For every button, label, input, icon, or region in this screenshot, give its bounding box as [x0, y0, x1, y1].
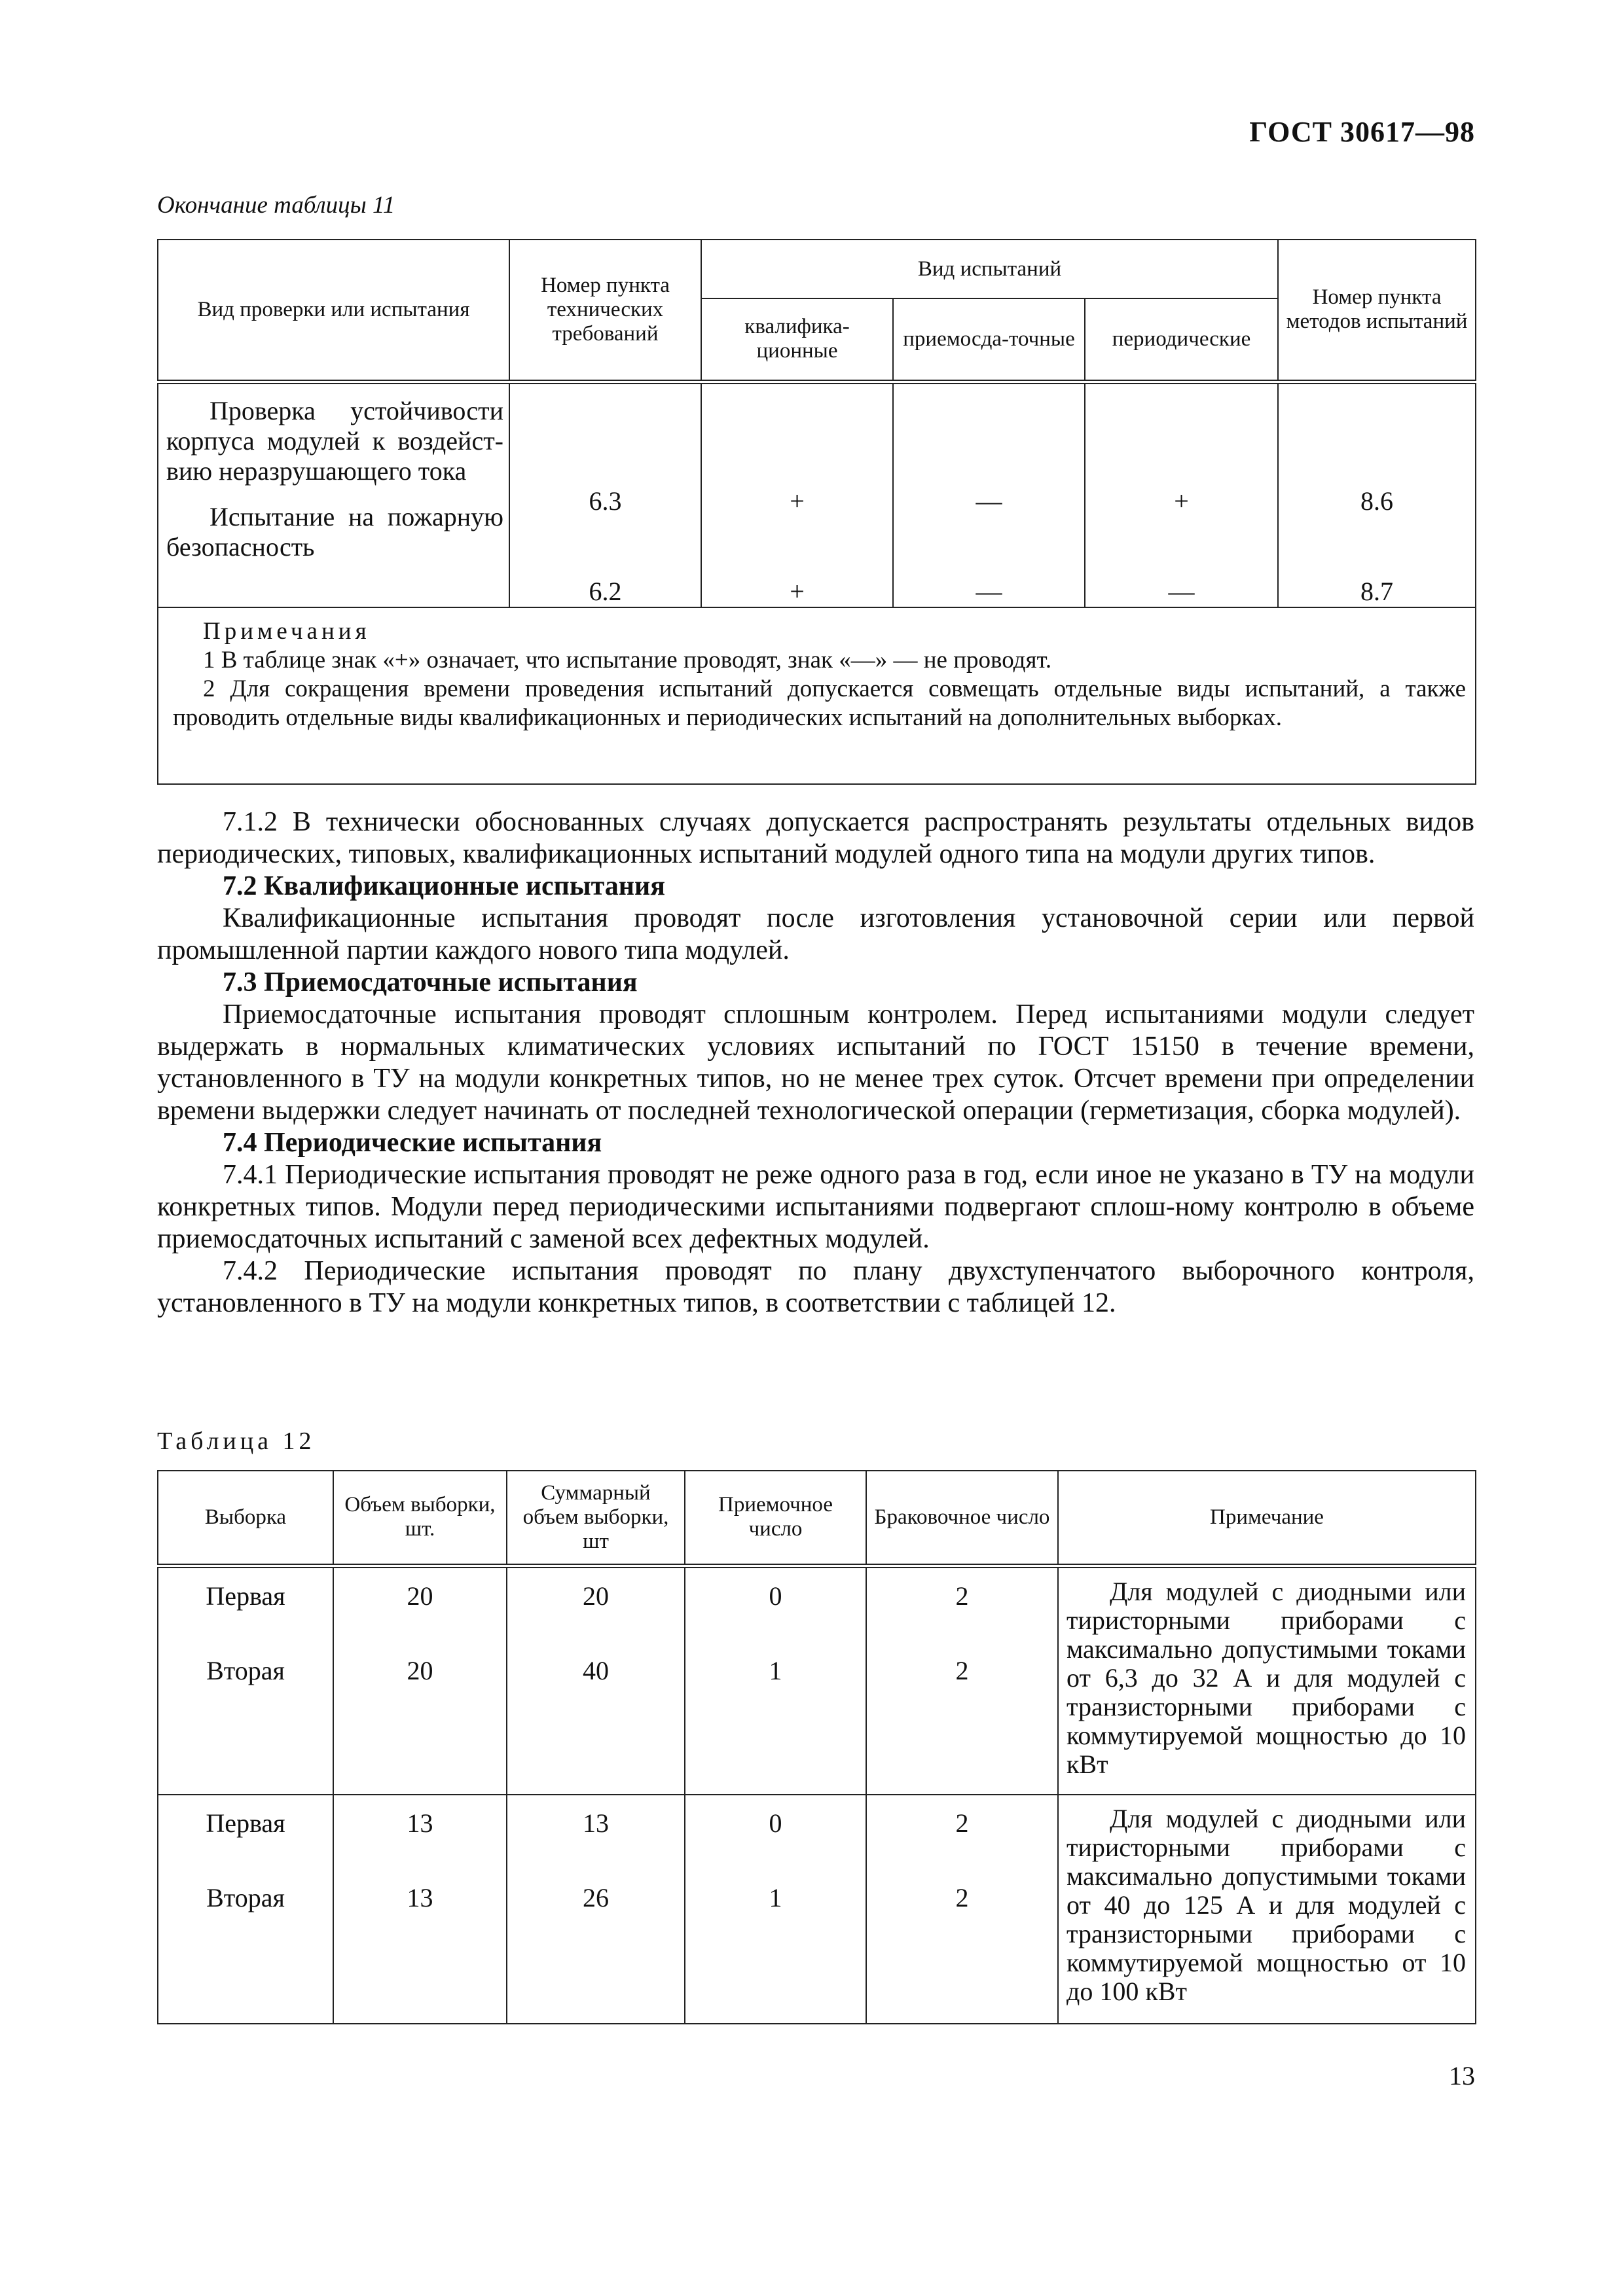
- t12-g2-note: Для модулей с диодными или тиристорными приборами с максимально допустимыми токами от 40 до 125 А и для модулей с транзисторными приборами с коммутируемой мощностью от 10 до 100 кВт: [1058, 1795, 1476, 2024]
- t11-header-method-item: Номер пункта методов испытаний: [1278, 240, 1476, 382]
- paragraph-7-2: Квалификационные испытания проводят после изготовления установочной серии или первой промышленной партии каждого нового типа модулей.: [157, 903, 1474, 965]
- table-12: [157, 1470, 1476, 2024]
- t12-g2-r2-reject: 2: [955, 1883, 969, 1912]
- t12-g1-note: Для модулей с диодными или тиристорными приборами с максимально допустимыми токами от 6,3 до 32 А и для модулей с транзисторными приборами с коммутируемой мощностью до 10 кВт: [1058, 1566, 1476, 1795]
- t12-g2-r1-size: 13: [407, 1808, 433, 1838]
- t12-g1-r1-reject: 2: [955, 1581, 969, 1611]
- t11-header-check-type: Вид проверки или испытания: [158, 240, 509, 382]
- paragraph-7-3: Приемосдаточные испытания проводят сплошным контролем. Перед испытаниями модули следует выдержать в нормальных климатических условиях испытаний по ГОСТ 15150 в течение времени, установленного в ТУ на модули конкретных типов, но не менее трех суток. Отсчет времени при определении времени выдержки следует начинать от последней технологической операции (герметизация, сборка модулей).: [157, 999, 1474, 1126]
- t11-header-acceptance: приемосда-точные: [893, 298, 1085, 382]
- table-row: [158, 1566, 1476, 1795]
- t12-g1-r1-accept: 0: [769, 1581, 782, 1611]
- table-11: [157, 239, 1476, 785]
- t11-row2-name: Испытание на пожарную безопасность: [166, 501, 503, 562]
- t12-g1-r1-sample: Первая: [206, 1581, 285, 1611]
- table-11-caption: Окончание таблицы 11: [157, 192, 395, 219]
- t12-g2-r1-total: 13: [583, 1808, 609, 1838]
- paragraph-7-4-1: 7.4.1 Периодические испытания проводят не реже одного раза в год, если иное не указано в ТУ на модули конкретных типов. Модули перед периодическими испытаниями подвергают сплош-ному контролю в объеме приемосдаточных испытаний с заменой всех дефектных модулей.: [157, 1160, 1474, 1254]
- t12-g2-r2-accept: 1: [769, 1883, 782, 1912]
- t12-g1-r1-total: 20: [583, 1581, 609, 1611]
- paragraph-7-4-2: 7.4.2 Периодические испытания проводят по плану двухступенчатого выборочного контроля, установленного в ТУ на модули конкретных типов, в соответствии с таблицей 12.: [157, 1256, 1474, 1318]
- paragraph-7-1-2: 7.1.2 В технически обоснованных случаях допускается распространять результаты отдельных видов периодических, типовых, квалификационных испытаний модулей одного типа на модули других типов.: [157, 807, 1474, 869]
- t11-row2-qual: +: [790, 576, 805, 606]
- t12-g1-r2-total: 40: [583, 1655, 609, 1685]
- t12-g2-r2-size: 13: [407, 1883, 433, 1912]
- document-code: ГОСТ 30617—98: [1249, 116, 1475, 148]
- t11-header-req-item: Номер пункта технических требований: [509, 240, 701, 382]
- t12-g2-r2-total: 26: [583, 1883, 609, 1912]
- t12-header-size: Объем выборки, шт.: [333, 1471, 507, 1566]
- t11-note-2: 2 Для сокращения времени проведения испытаний допускается совмещать отдельные виды испытаний, а также проводить отдельные виды квалификационных и периодических испытаний на дополнительных выборках.: [173, 675, 1467, 731]
- t11-row1-periodic: +: [1174, 486, 1189, 516]
- t11-note-1: 1 В таблице знак «+» означает, что испытание проводят, знак «—» — не проводят.: [203, 646, 1052, 673]
- t11-row2-method: 8.7: [1360, 576, 1394, 606]
- t11-header-periodic: периодические: [1085, 298, 1278, 382]
- t11-header-test-types: Вид испытаний: [701, 240, 1278, 298]
- t12-header-reject: Браковочное число: [866, 1471, 1058, 1566]
- t11-row2-req: 6.2: [589, 576, 622, 606]
- t12-g1-r2-accept: 1: [769, 1655, 782, 1685]
- t12-header-note: Примечание: [1058, 1471, 1476, 1566]
- t11-row1-qual: +: [790, 486, 805, 516]
- table-row: [158, 1795, 1476, 2024]
- t12-g2-r2-sample: Вторая: [206, 1883, 285, 1912]
- t11-header-qualification: квалифика-ционные: [701, 298, 893, 382]
- t12-header-sample: Выборка: [158, 1471, 333, 1566]
- heading-7-4: 7.4 Периодические испытания: [223, 1128, 602, 1158]
- t11-row2-periodic: —: [1168, 576, 1195, 606]
- t12-g2-r1-sample: Первая: [206, 1808, 285, 1838]
- table-row: [158, 382, 1476, 607]
- t11-row2-accept: —: [976, 576, 1002, 606]
- t11-row1-name: Проверка устойчивости корпуса модулей к воздейст-вию неразрушающего тока: [166, 395, 503, 486]
- t12-g2-r1-reject: 2: [955, 1808, 969, 1838]
- heading-7-3: 7.3 Приемосдаточные испытания: [223, 967, 638, 997]
- t12-header-total: Суммарный объем выборки, шт: [507, 1471, 685, 1566]
- t12-g1-r1-size: 20: [407, 1581, 433, 1611]
- t11-notes-title: Примечания: [203, 617, 371, 645]
- t12-g1-r2-size: 20: [407, 1655, 433, 1685]
- t11-row1-method: 8.6: [1360, 486, 1394, 516]
- table-12-caption: Таблица 12: [157, 1427, 316, 1455]
- t12-header-accept: Приемочное число: [685, 1471, 866, 1566]
- t11-row1-req: 6.3: [589, 486, 622, 516]
- t12-g1-r2-reject: 2: [955, 1655, 969, 1685]
- body-text: [157, 806, 1474, 1319]
- heading-7-2: 7.2 Квалификационные испытания: [223, 871, 665, 901]
- page-number: 13: [1449, 2061, 1475, 2090]
- t12-g1-r2-sample: Вторая: [206, 1655, 285, 1685]
- t11-notes: [158, 607, 1476, 784]
- t12-g2-r1-accept: 0: [769, 1808, 782, 1838]
- t11-row1-accept: —: [976, 486, 1002, 516]
